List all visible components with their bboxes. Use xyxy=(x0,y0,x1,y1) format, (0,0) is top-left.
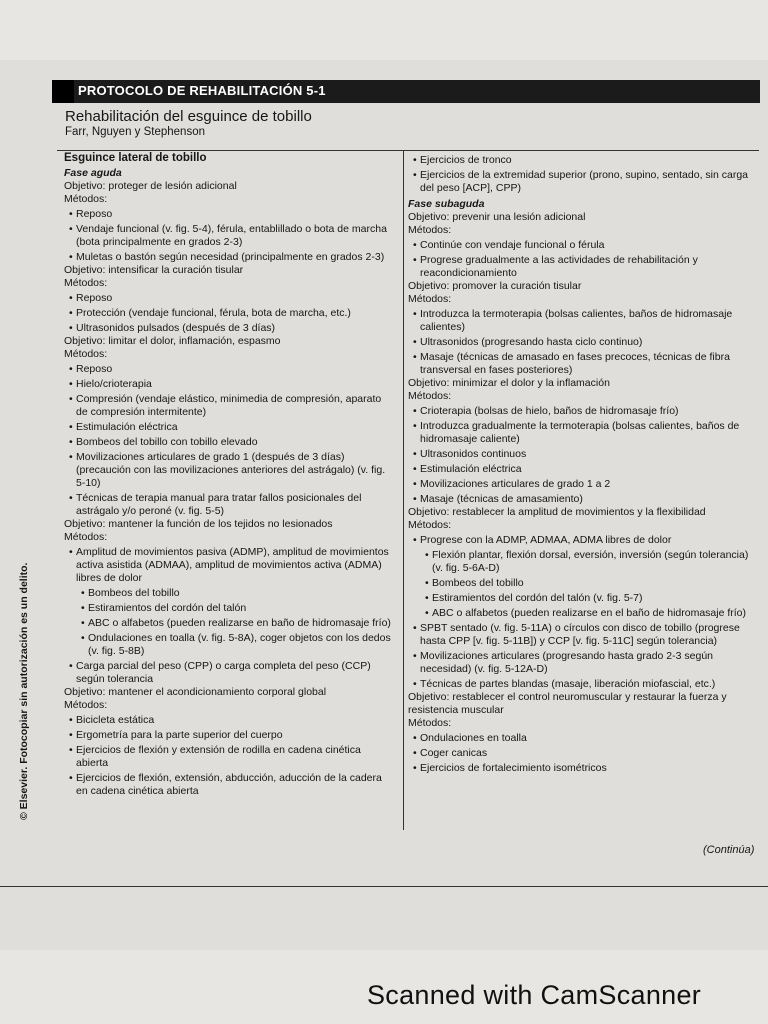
protocol-label: PROTOCOLO DE REHABILITACIÓN 5-1 xyxy=(78,83,326,98)
sub-bullet-item: • Bombeos del tobillo xyxy=(408,577,752,590)
authors: Farr, Nguyen y Stephenson xyxy=(65,126,205,138)
bullet-item: • Ergometría para la parte superior del cuerpo xyxy=(64,729,394,742)
bullet-item: • Movilizaciones articulares de grado 1 (después de 3 días) (precaución con las movilizaciones anteriores del astrágalo) (v. fig. 5-10) xyxy=(64,451,394,490)
line-text: Métodos: xyxy=(408,519,452,531)
right-column xyxy=(408,152,752,775)
bullet-item: • Introduzca gradualmente la termoterapia (bolsas calientes, baños de hidromasaje caliente) xyxy=(408,420,752,446)
bullet-item: • Amplitud de movimientos pasiva (ADMP), amplitud de movimientos activa asistida (ADMAA), amplitud de movimientos activa (ADMA) libres de dolor xyxy=(64,546,394,585)
line-text: Objetivo: promover la curación tisular xyxy=(408,280,582,292)
line-text: Métodos: xyxy=(64,699,108,711)
right-top-list xyxy=(408,154,752,195)
bullet-item: • Continúe con vendaje funcional o férula xyxy=(408,239,752,252)
bullet-item: • Estimulación eléctrica xyxy=(408,463,752,476)
bottom-divider xyxy=(0,886,768,887)
bullet-item: • SPBT sentado (v. fig. 5-11A) o círculos con disco de tobillo (progrese hasta CPP [v. fig. 5-11B]) y CCP [v. fig. 5-11C] según tolerancia) xyxy=(408,622,752,648)
bullet-item: • Coger canicas xyxy=(408,747,752,760)
copyright-note: © Elsevier. Fotocopiar sin autorización es un delito. xyxy=(18,562,30,820)
top-divider xyxy=(57,150,759,151)
right-item-list xyxy=(408,211,752,775)
line-text: Objetivo: minimizar el dolor y la inflamación xyxy=(408,377,610,389)
sub-bullet-item: • ABC o alfabetos (pueden realizarse en el baño de hidromasaje frío) xyxy=(408,607,752,620)
line-text: Objetivo: mantener el acondicionamiento corporal global xyxy=(64,686,327,698)
sub-bullet-item: • Ondulaciones en toalla (v. fig. 5-8A), coger objetos con los dedos (v. fig. 5-8B) xyxy=(64,632,394,658)
bullet-item: • Bombeos del tobillo con tobillo elevado xyxy=(64,436,394,449)
line-text: Objetivo: restablecer la amplitud de movimientos y la flexibilidad xyxy=(408,506,706,518)
sub-bullet-item: • Estiramientos del cordón del talón (v. fig. 5-7) xyxy=(408,592,752,605)
line-text: Objetivo: proteger de lesión adicional xyxy=(64,180,237,192)
line-text: Métodos: xyxy=(408,390,452,402)
bullet-item: • Protección (vendaje funcional, férula, bota de marcha, etc.) xyxy=(64,307,394,320)
line-text: Objetivo: prevenir una lesión adicional xyxy=(408,211,586,223)
line-text: Objetivo: intensificar la curación tisular xyxy=(64,264,244,276)
bullet-item: • Progrese con la ADMP, ADMAA, ADMA libres de dolor xyxy=(408,534,752,547)
bullet-item: • Masaje (técnicas de amasado en fases precoces, técnicas de fibra transversal en fases posteriores) xyxy=(408,351,752,377)
sub-bullet-item: • Bombeos del tobillo xyxy=(64,587,394,600)
line-text: Objetivo: mantener la función de los tejidos no lesionados xyxy=(64,518,333,530)
line-text: Métodos: xyxy=(64,193,108,205)
bullet-item: • Reposo xyxy=(64,292,394,305)
camscanner-watermark: Scanned with CamScanner xyxy=(367,980,702,1010)
header-mark-icon xyxy=(52,80,74,103)
line-text: Métodos: xyxy=(408,224,452,236)
line-text: Métodos: xyxy=(64,531,108,543)
bullet-item: • Vendaje funcional (v. fig. 5-4), férula, entablillado o bota de marcha (bota principalmente en grados 2-3) xyxy=(64,223,394,249)
left-column xyxy=(64,152,394,798)
sub-bullet-item: • ABC o alfabetos (pueden realizarse en baño de hidromasaje frío) xyxy=(64,617,394,630)
bullet-item: • Técnicas de partes blandas (masaje, liberación miofascial, etc.) xyxy=(408,678,752,691)
bullet-item: • Movilizaciones articulares (progresando hasta grado 2-3 según necesidad) (v. fig. 5-12A-D) xyxy=(408,650,752,676)
bullet-item: • Técnicas de terapia manual para tratar fallos posicionales del astrágalo y/o peroné (v. fig. 5-5) xyxy=(64,492,394,518)
bullet-item: • Progrese gradualmente a las actividades de rehabilitación y reacondicionamiento xyxy=(408,254,752,280)
phase-title: Fase aguda xyxy=(64,167,122,179)
bullet-item: • Ejercicios de tronco xyxy=(408,154,752,167)
line-text: Métodos: xyxy=(408,293,452,305)
bullet-item: • Introduzca la termoterapia (bolsas calientes, baños de hidromasaje calientes) xyxy=(408,308,752,334)
left-item-list xyxy=(64,180,394,798)
line-text: Métodos: xyxy=(64,348,108,360)
bullet-item: • Muletas o bastón según necesidad (principalmente en grados 2-3) xyxy=(64,251,394,264)
bullet-item: • Ejercicios de la extremidad superior (prono, supino, sentado, sin carga del peso [ACP], CPP) xyxy=(408,169,752,195)
section-title: Esguince lateral de tobillo xyxy=(64,152,207,164)
bullet-item: • Carga parcial del peso (CPP) o carga completa del peso (CCP) según tolerancia xyxy=(64,660,394,686)
bullet-item: • Reposo xyxy=(64,208,394,221)
bullet-item: • Ejercicios de flexión, extensión, abducción, aducción de la cadera en cadena cinética abierta xyxy=(64,772,394,798)
line-text: Objetivo: restablecer el control neuromuscular y restaurar la fuerza y resistencia muscular xyxy=(408,691,727,716)
sub-bullet-item: • Estiramientos del cordón del talón xyxy=(64,602,394,615)
continua-label: (Continúa) xyxy=(703,844,755,856)
line-text: Objetivo: limitar el dolor, inflamación, espasmo xyxy=(64,335,281,347)
bullet-item: • Masaje (técnicas de amasamiento) xyxy=(408,493,752,506)
bullet-item: • Crioterapia (bolsas de hielo, baños de hidromasaje frío) xyxy=(408,405,752,418)
phase-title: Fase subaguda xyxy=(408,198,485,210)
page-title: Rehabilitación del esguince de tobillo xyxy=(65,108,312,125)
bullet-item: • Reposo xyxy=(64,363,394,376)
bullet-item: • Bicicleta estática xyxy=(64,714,394,727)
bullet-item: • Hielo/crioterapia xyxy=(64,378,394,391)
sub-bullet-item: • Flexión plantar, flexión dorsal, eversión, inversión (según tolerancia) (v. fig. 5-6A-D) xyxy=(408,549,752,575)
protocol-header-bar xyxy=(52,80,760,103)
bullet-item: • Estimulación eléctrica xyxy=(64,421,394,434)
column-divider xyxy=(403,150,404,830)
line-text: Métodos: xyxy=(408,717,452,729)
bullet-item: • Compresión (vendaje elástico, minimedia de compresión, aparato de compresión intermitente) xyxy=(64,393,394,419)
bullet-item: • Ejercicios de flexión y extensión de rodilla en cadena cinética abierta xyxy=(64,744,394,770)
line-text: Métodos: xyxy=(64,277,108,289)
bullet-item: • Movilizaciones articulares de grado 1 a 2 xyxy=(408,478,752,491)
bullet-item: • Ondulaciones en toalla xyxy=(408,732,752,745)
bullet-item: • Ejercicios de fortalecimiento isométricos xyxy=(408,762,752,775)
bullet-item: • Ultrasonidos pulsados (después de 3 días) xyxy=(64,322,394,335)
bullet-item: • Ultrasonidos (progresando hasta ciclo continuo) xyxy=(408,336,752,349)
bullet-item: • Ultrasonidos continuos xyxy=(408,448,752,461)
